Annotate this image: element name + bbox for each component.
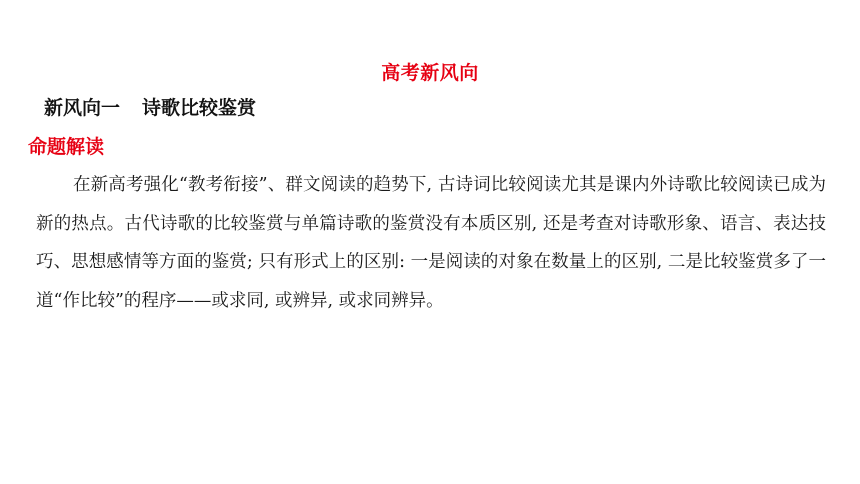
section-heading xyxy=(44,93,256,120)
body-paragraph: 在新高考强化“教考衔接”、群文阅读的趋势下, 古诗词比较阅读尤其是课内外诗歌比较阅读已成为新的热点。古代诗歌的比较鉴赏与单篇诗歌的鉴赏没有本质区别, 还是考查对诗歌形象、语言、表达技巧、思想感情等方面的鉴赏; 只有形式上的区别: 一是阅读的对象在数量上的区别, 二是比较鉴赏多了一道“作比较”的程序——或求同, 或辨异, 或求同辨异。 xyxy=(36,175,826,311)
sub-heading: 命题解读 xyxy=(28,136,105,158)
section-heading-topic: 诗歌比较鉴赏 xyxy=(142,97,257,119)
section-heading-number: 新风向一 xyxy=(44,97,121,119)
page-title: 高考新风向 xyxy=(381,62,479,84)
